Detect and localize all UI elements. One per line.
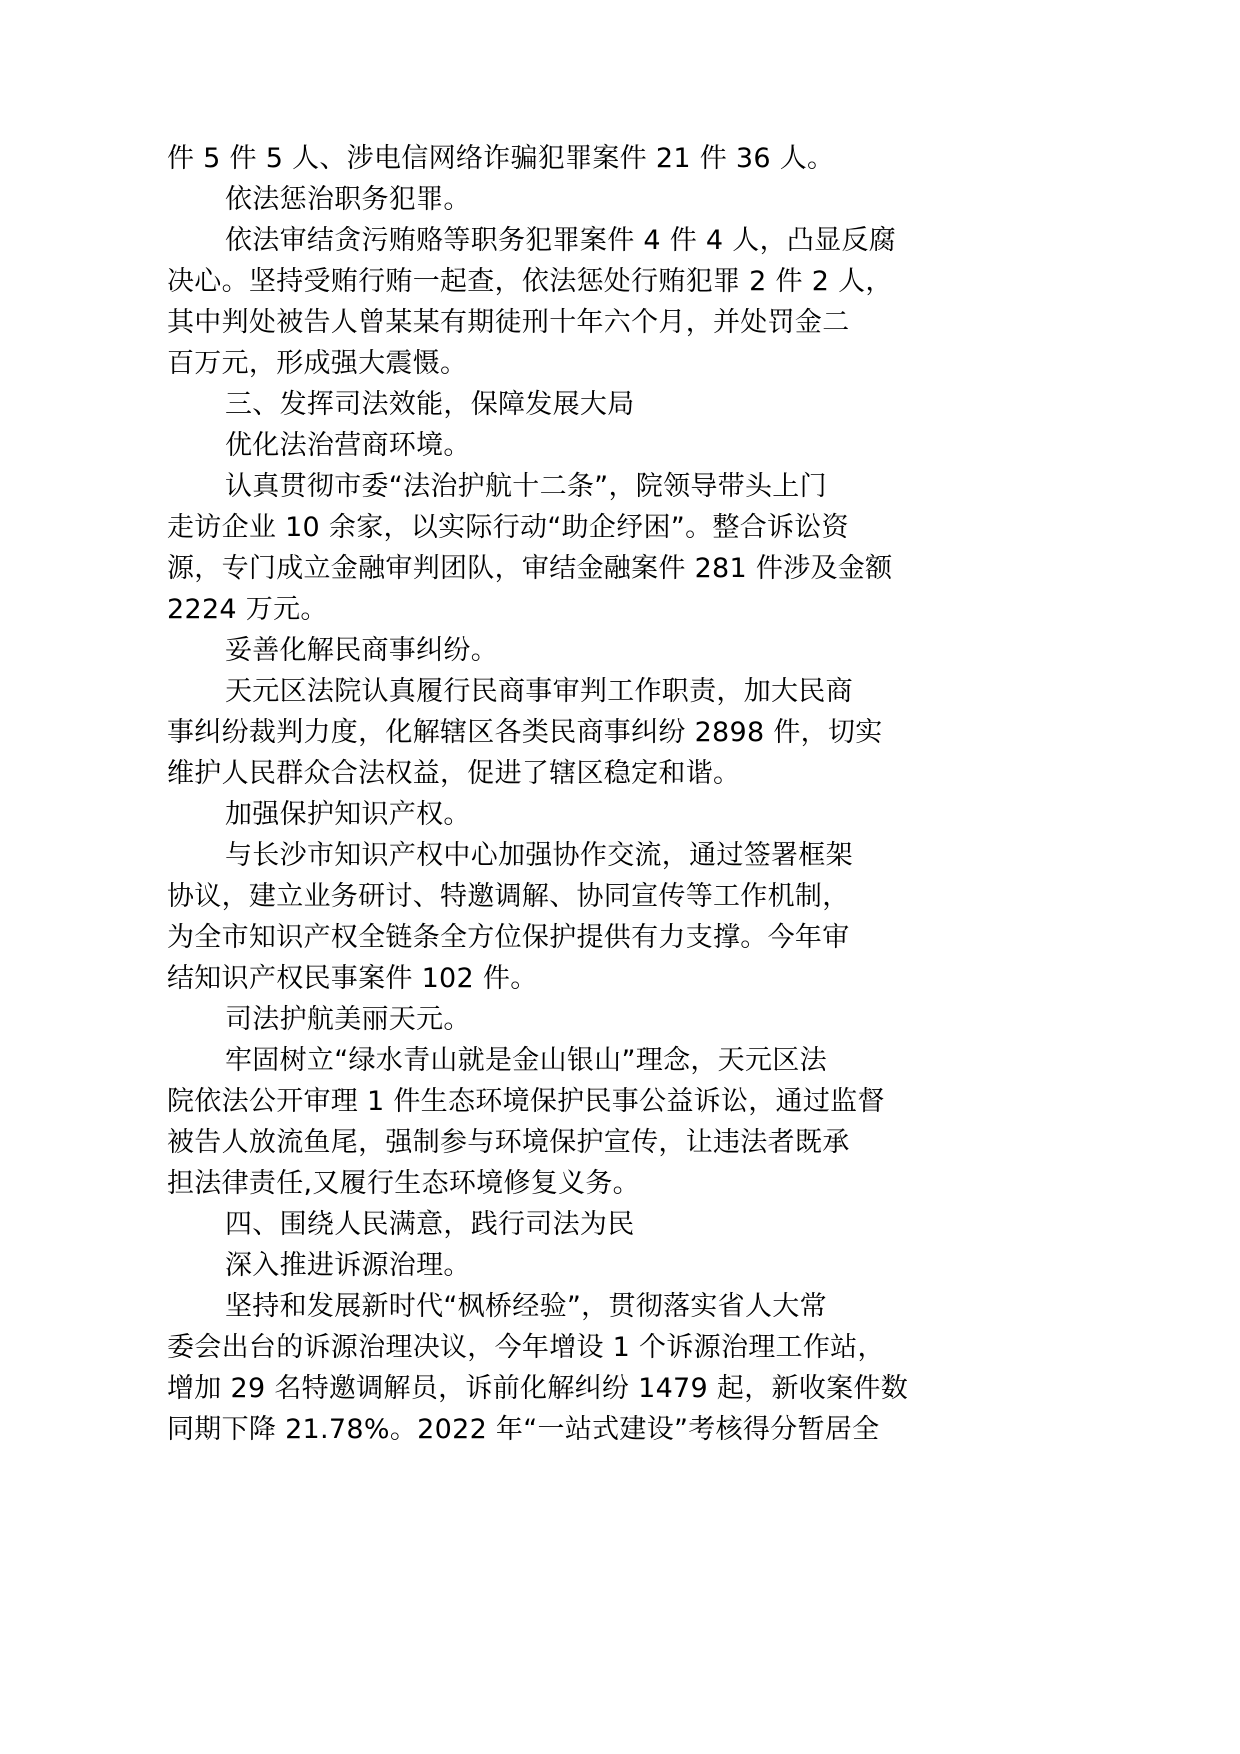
text-line: 同期下降 21.78%。2022 年“一站式建设”考核得分暂居全 [167, 1414, 880, 1445]
text-line: 其中判处被告人曾某某有期徒刑十年六个月，并处罚金二 [167, 307, 850, 338]
text-line: 院依法公开审理 1 件生态环境保护民事公益诉讼，通过监督 [167, 1086, 885, 1117]
section-subheading: 优化法治营商环境。 [225, 430, 471, 461]
text-line: 委会出台的诉源治理决议，今年增设 1 个诉源治理工作站， [167, 1332, 885, 1363]
text-line: 事纠纷裁判力度，化解辖区各类民商事纠纷 2898 件，切实 [167, 717, 883, 748]
text-line: 被告人放流鱼尾，强制参与环境保护宣传，让违法者既承 [167, 1127, 850, 1158]
text-line: 牢固树立“绿水青山就是金山银山”理念，天元区法 [225, 1045, 827, 1076]
text-line: 源，专门成立金融审判团队，审结金融案件 281 件涉及金额 [167, 553, 893, 584]
section-subheading: 依法惩治职务犯罪。 [225, 184, 471, 215]
section-subheading: 加强保护知识产权。 [225, 799, 471, 830]
text-line: 2224 万元。 [167, 594, 328, 625]
text-line: 走访企业 10 余家，以实际行动“助企纾困”。整合诉讼资 [167, 512, 849, 543]
text-line: 坚持和发展新时代“枫桥经验”，贯彻落实省人大常 [225, 1291, 827, 1322]
text-line: 决心。坚持受贿行贿一起查，依法惩处行贿犯罪 2 件 2 人， [167, 266, 893, 297]
text-line: 结知识产权民事案件 102 件。 [167, 963, 538, 994]
text-line: 依法审结贪污贿赂等职务犯罪案件 4 件 4 人，凸显反腐 [225, 225, 897, 256]
text-line: 认真贯彻市委“法治护航十二条”，院领导带头上门 [225, 471, 827, 502]
text-line: 维护人民群众合法权益，促进了辖区稳定和谐。 [167, 758, 741, 789]
section-subheading: 妥善化解民商事纠纷。 [225, 635, 498, 666]
text-line: 担法律责任,又履行生态环境修复义务。 [167, 1168, 640, 1199]
section-heading: 三、发挥司法效能，保障发展大局 [225, 389, 635, 420]
text-line: 天元区法院认真履行民商事审判工作职责，加大民商 [225, 676, 853, 707]
text-line: 与长沙市知识产权中心加强协作交流，通过签署框架 [225, 840, 853, 871]
section-subheading: 深入推进诉源治理。 [225, 1250, 471, 1281]
text-line: 百万元，形成强大震慑。 [167, 348, 468, 379]
document-body [167, 138, 947, 1450]
section-heading: 四、围绕人民满意，践行司法为民 [225, 1209, 635, 1240]
text-line: 协议，建立业务研讨、特邀调解、协同宣传等工作机制， [167, 881, 850, 912]
text-line: 增加 29 名特邀调解员，诉前化解纠纷 1479 起，新收案件数 [167, 1373, 908, 1404]
section-subheading: 司法护航美丽天元。 [225, 1004, 471, 1035]
text-line: 件 5 件 5 人、涉电信网络诈骗犯罪案件 21 件 36 人。 [167, 143, 835, 174]
text-line: 为全市知识产权全链条全方位保护提供有力支撑。今年审 [167, 922, 850, 953]
